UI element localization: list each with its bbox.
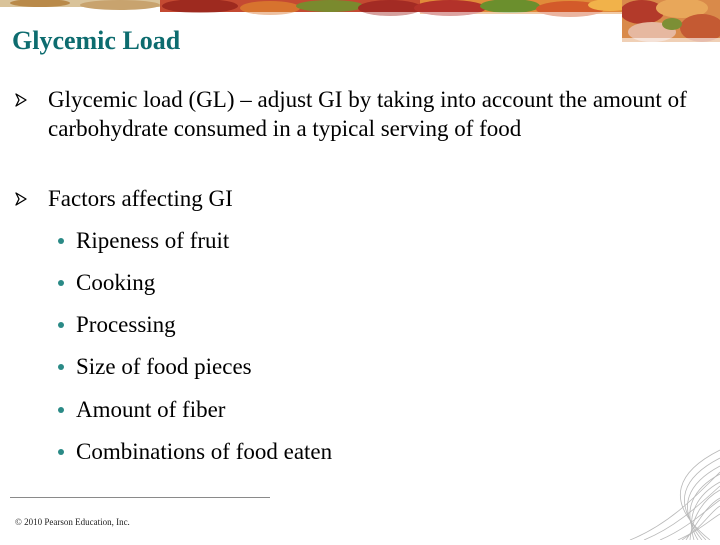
round-dot-icon: [58, 364, 64, 370]
round-dot-icon: [58, 407, 64, 413]
line-swirl-decoration: [560, 440, 720, 540]
sub-bullet-item: Processing: [76, 312, 176, 337]
sub-bullet-item: Amount of fiber: [76, 397, 226, 422]
round-dot-icon: [58, 280, 64, 286]
sub-bullet-item: Combinations of food eaten: [76, 439, 333, 464]
bullet-factors-affecting-gi: Factors affecting GI: [48, 186, 233, 211]
round-dot-icon: [58, 322, 64, 328]
sub-bullet-item: Size of food pieces: [76, 354, 252, 379]
copyright-footer: © 2010 Pearson Education, Inc.: [15, 517, 130, 527]
sub-bullet-item: Cooking: [76, 270, 156, 295]
round-dot-icon: [58, 449, 64, 455]
round-dot-icon: [58, 238, 64, 244]
arrowhead-bullet-icon: [14, 93, 28, 107]
arrowhead-bullet-icon: [14, 192, 28, 206]
bullet-glycemic-load: Glycemic load (GL) – adjust GI by taking into account the amount of carbohydrate consumed in a typical serving of food: [48, 87, 687, 141]
sub-bullet-item: Ripeness of fruit: [76, 228, 230, 253]
footer-divider: [10, 497, 270, 498]
slide-title: Glycemic Load: [12, 26, 181, 55]
